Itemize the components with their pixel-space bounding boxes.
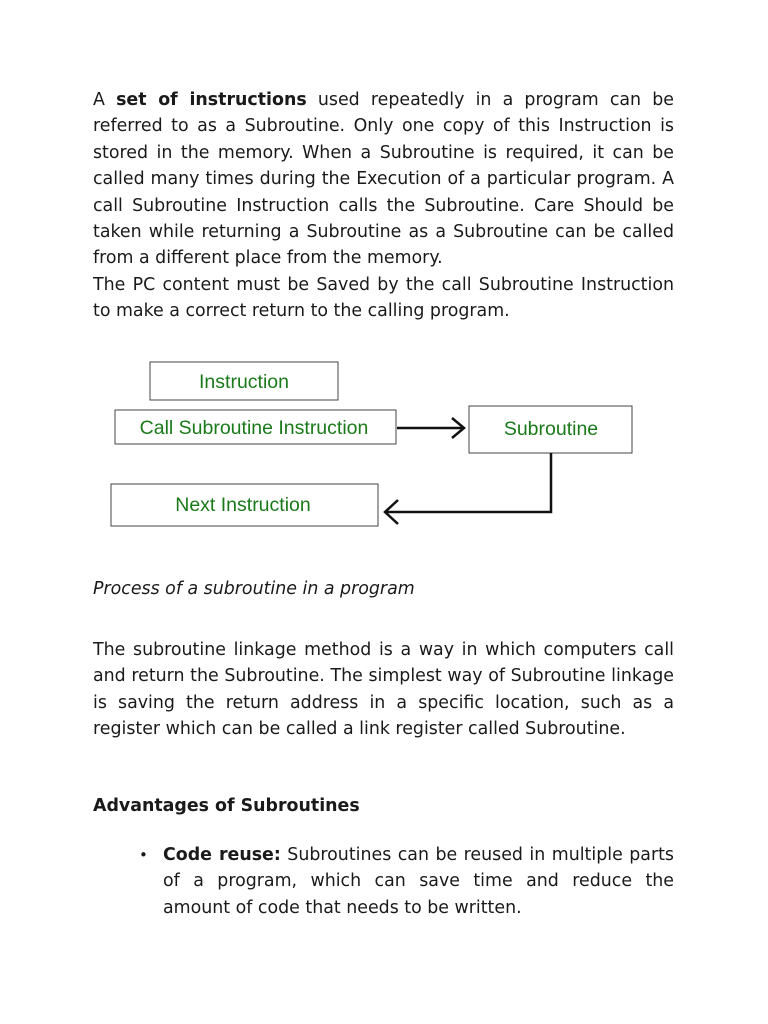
list-item-text: Subroutines can be reused in multiple parts of a program, which can save time and reduce the amount of code that needs to be written. [163, 845, 674, 918]
list-item [139, 842, 674, 921]
next-instruction-box [111, 484, 378, 526]
next-instruction-label: Next Instruction [175, 494, 311, 516]
advantages-heading: Advantages of Subroutines [93, 796, 360, 816]
call-instruction-label: Call Subroutine Instruction [139, 417, 369, 439]
instruction-box [150, 362, 338, 400]
advantages-list [139, 842, 674, 921]
list-item-term: Code reuse: [163, 845, 281, 865]
bullet-icon: • [139, 846, 148, 864]
return-arrow [385, 453, 551, 524]
intro-second: The PC content must be Saved by the call Subroutine Instruction to make a correct return to the calling program. [93, 274, 674, 322]
subroutine-box [469, 406, 632, 453]
subroutine-label: Subroutine [503, 418, 599, 440]
call-arrow [397, 418, 464, 438]
instruction-label: Instruction [199, 371, 289, 393]
intro-rest: used repeatedly in a program can be referred to as a Subroutine. Only one copy of this Instruction is stored in the memory. When a Subroutine is required, it can be called many times during the Execution of a particular program. A call Subroutine Instruction calls the Subroutine. Care Should be taken while returning a Subroutine as a Subroutine can be called from a different place from the memory. [93, 90, 674, 269]
diagram-caption: Process of a subroutine in a program [93, 579, 415, 599]
intro-prefix: A [93, 90, 117, 110]
intro-bold-term: set of instructions [116, 90, 307, 110]
call-instruction-box [115, 410, 396, 444]
linkage-paragraph: The subroutine linkage method is a way in which computers call and return the Subroutine. The simplest way of Subroutine linkage is saving the return address in a specific location, such as a register which can be called a link register called Subroutine. [93, 640, 674, 740]
